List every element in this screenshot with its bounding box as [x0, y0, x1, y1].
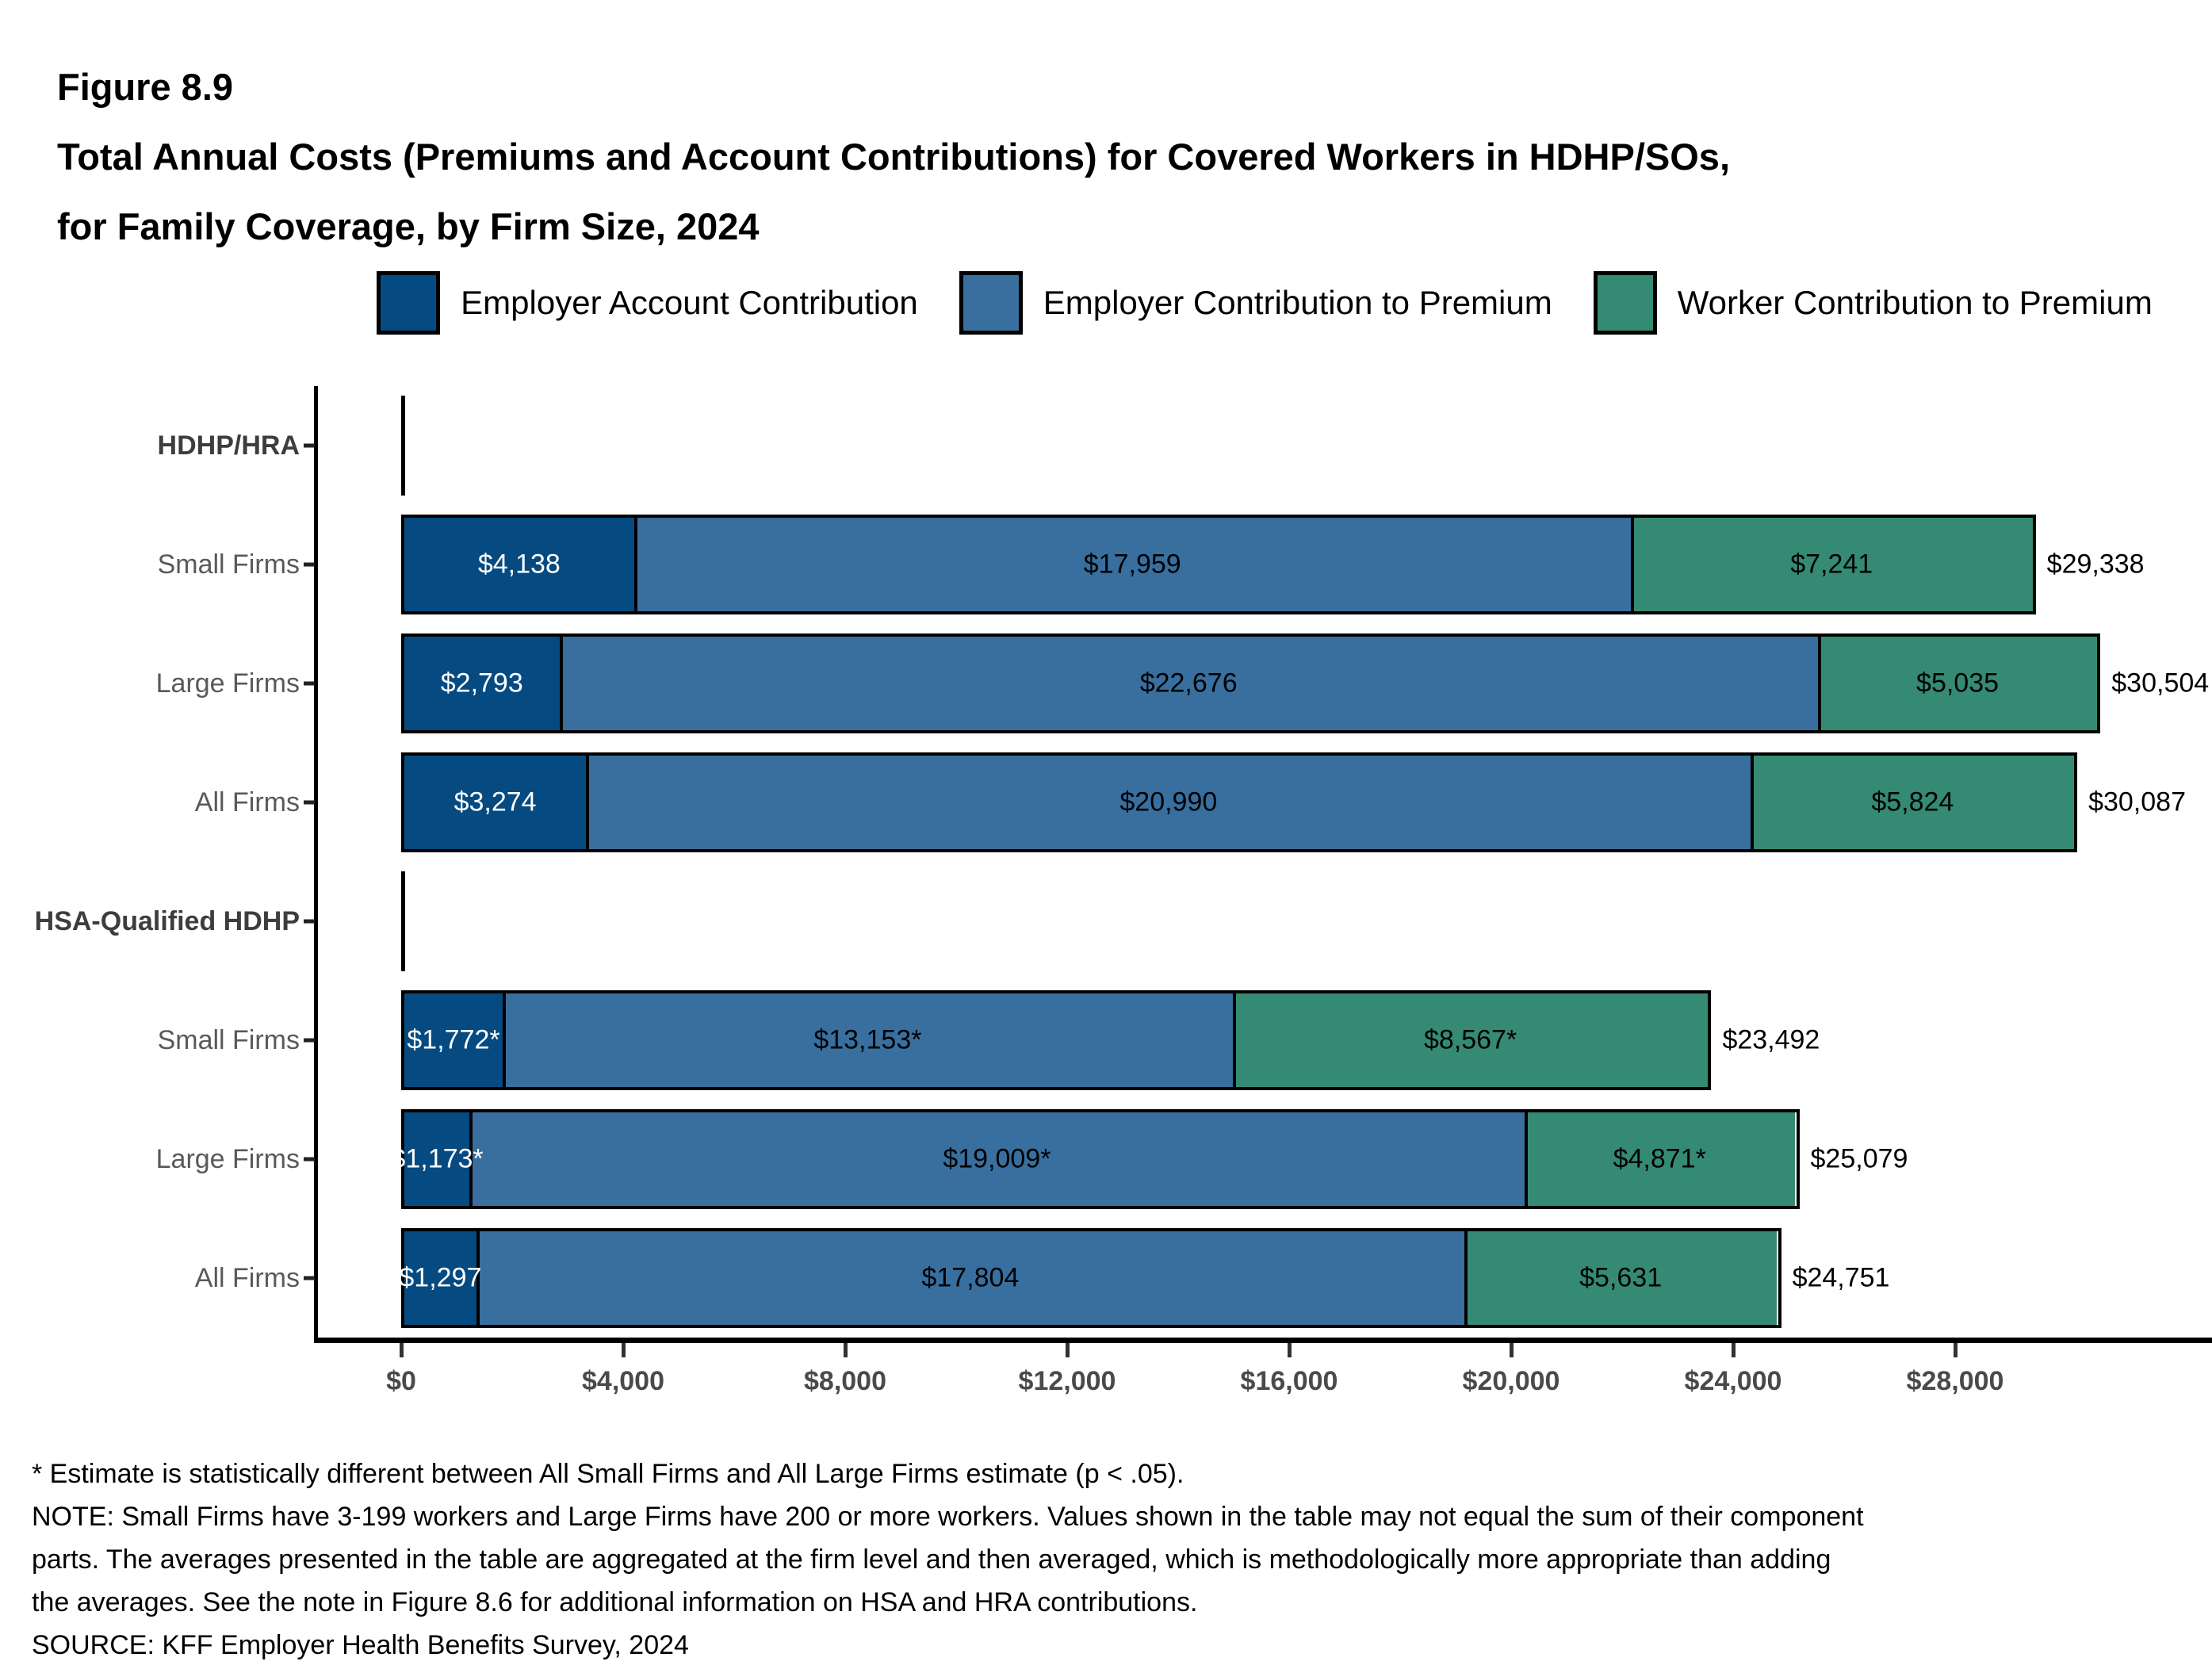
y-axis-section-label: HDHP/HRA	[157, 430, 300, 461]
y-axis-tick	[304, 1276, 315, 1280]
bar-segment-label: $5,631	[1579, 1262, 1663, 1293]
bar-segment-label: $1,173*	[390, 1143, 484, 1174]
bar-segment-label: $3,274	[453, 787, 537, 817]
y-axis-tick	[304, 563, 315, 567]
bar-segment-label: $2,793	[440, 668, 523, 699]
stacked-bar	[390, 1109, 1800, 1209]
bar-total-label: $30,087	[2088, 787, 2186, 817]
x-axis-tick-label: $12,000	[1018, 1366, 1116, 1396]
legend-swatch-dark-blue	[377, 271, 440, 335]
y-axis-category-label: Large Firms	[155, 668, 300, 699]
x-axis-tick-label: $8,000	[804, 1366, 886, 1396]
y-axis-category-label: Large Firms	[155, 1143, 300, 1174]
x-axis-tick-label: $0	[386, 1366, 416, 1396]
bar-segment-label: $17,804	[921, 1262, 1020, 1293]
legend-item-employer-contribution-to-premium	[959, 271, 1552, 335]
x-axis-tick-label: $4,000	[582, 1366, 664, 1396]
legend-item-worker-contribution-to-premium	[1594, 271, 2153, 335]
footnote-source: SOURCE: KFF Employer Health Benefits Survey, 2024	[32, 1630, 689, 1660]
chart-row	[0, 743, 2212, 862]
footnote-significance: * Estimate is statistically different between All Small Firms and All Large Firms estimate (p < .05).	[32, 1459, 1184, 1489]
x-axis-tick	[1510, 1343, 1514, 1357]
stacked-bar	[401, 990, 1711, 1090]
y-axis-tick	[304, 920, 315, 924]
x-axis-tick	[844, 1343, 848, 1357]
x-axis-tick-label: $16,000	[1240, 1366, 1338, 1396]
x-axis-tick	[1288, 1343, 1292, 1357]
bar-total-label: $24,751	[1792, 1262, 1890, 1293]
zero-baseline	[401, 396, 405, 496]
x-axis-tick-label: $28,000	[1906, 1366, 2004, 1396]
stacked-bar	[401, 515, 2036, 614]
bar-segment-label: $20,990	[1119, 787, 1218, 817]
legend-swatch-teal	[1594, 271, 1657, 335]
legend	[317, 270, 2212, 336]
chart-row	[0, 386, 2212, 505]
bar-segment-label: $7,241	[1790, 549, 1873, 580]
figure-number: Figure 8.9	[57, 66, 234, 108]
stacked-bar	[401, 1228, 1781, 1328]
y-axis-tick	[304, 682, 315, 686]
legend-label: Employer Account Contribution	[461, 284, 918, 321]
plot-area	[0, 386, 2212, 1396]
bar-segment-label: $4,871*	[1613, 1143, 1706, 1174]
chart-row	[0, 862, 2212, 981]
y-axis-tick	[304, 801, 315, 805]
bar-total-label: $23,492	[1722, 1024, 1820, 1055]
y-axis-tick	[304, 1039, 315, 1043]
x-axis-tick-label: $20,000	[1462, 1366, 1560, 1396]
y-axis-tick	[304, 444, 315, 448]
chart-row	[0, 624, 2212, 743]
x-axis-tick	[1954, 1343, 1958, 1357]
y-axis-section-label: HSA-Qualified HDHP	[34, 905, 300, 936]
bar-segment-label: $5,035	[1916, 668, 2000, 699]
x-axis-line	[314, 1338, 2212, 1343]
x-axis-tick	[400, 1343, 404, 1357]
bar-segment-label: $4,138	[477, 549, 561, 580]
legend-item-employer-account-contribution	[377, 271, 918, 335]
bar-segment-label: $5,824	[1871, 787, 1954, 817]
footnote-note-line-1: NOTE: Small Firms have 3-199 workers and Large Firms have 200 or more workers. Values shown in the table may not equal the sum of their component	[32, 1502, 1864, 1532]
stacked-bar	[401, 752, 2077, 852]
footnote-note-line-3: the averages. See the note in Figure 8.6 for additional information on HSA and HRA contributions.	[32, 1587, 1198, 1617]
footnotes	[32, 1453, 1864, 1665]
x-axis-tick	[622, 1343, 626, 1357]
x-axis-tick-label: $24,000	[1684, 1366, 1782, 1396]
y-axis-category-label: Small Firms	[157, 549, 300, 580]
chart-row	[0, 505, 2212, 624]
chart-row	[0, 1219, 2212, 1338]
footnote-note-line-2: parts. The averages presented in the table are aggregated at the firm level and then averaged, which is methodologically more appropriate than adding	[32, 1544, 1831, 1575]
stacked-bar	[401, 633, 2100, 733]
bar-total-label: $25,079	[1810, 1143, 1908, 1174]
legend-swatch-medium-blue	[959, 271, 1023, 335]
x-axis-tick	[1066, 1343, 1070, 1357]
bar-segment-label: $13,153*	[813, 1024, 922, 1055]
bar-segment-label: $1,772*	[407, 1024, 500, 1055]
bar-segment-label: $8,567*	[1423, 1024, 1517, 1055]
chart-title-line-2: for Family Coverage, by Firm Size, 2024	[57, 205, 760, 247]
x-axis-tick	[1732, 1343, 1736, 1357]
y-axis-category-label: Small Firms	[157, 1024, 300, 1055]
legend-label: Worker Contribution to Premium	[1677, 284, 2153, 321]
zero-baseline	[401, 871, 405, 971]
chart-row	[0, 981, 2212, 1100]
legend-label: Employer Contribution to Premium	[1043, 284, 1552, 321]
y-axis-category-label: All Firms	[194, 1262, 300, 1293]
bar-segment-label: $19,009*	[943, 1143, 1051, 1174]
chart-row	[0, 1100, 2212, 1219]
bar-segment-label: $17,959	[1083, 549, 1181, 580]
bar-segment-label: $22,676	[1139, 668, 1238, 699]
bar-total-label: $30,504	[2111, 668, 2210, 699]
bar-segment-label: $1,297	[399, 1262, 482, 1293]
y-axis-tick	[304, 1158, 315, 1162]
bar-total-label: $29,338	[2046, 549, 2145, 580]
y-axis-category-label: All Firms	[194, 787, 300, 817]
chart-title-line-1: Total Annual Costs (Premiums and Account Contributions) for Covered Workers in HDHP/SOs,	[57, 136, 1730, 178]
